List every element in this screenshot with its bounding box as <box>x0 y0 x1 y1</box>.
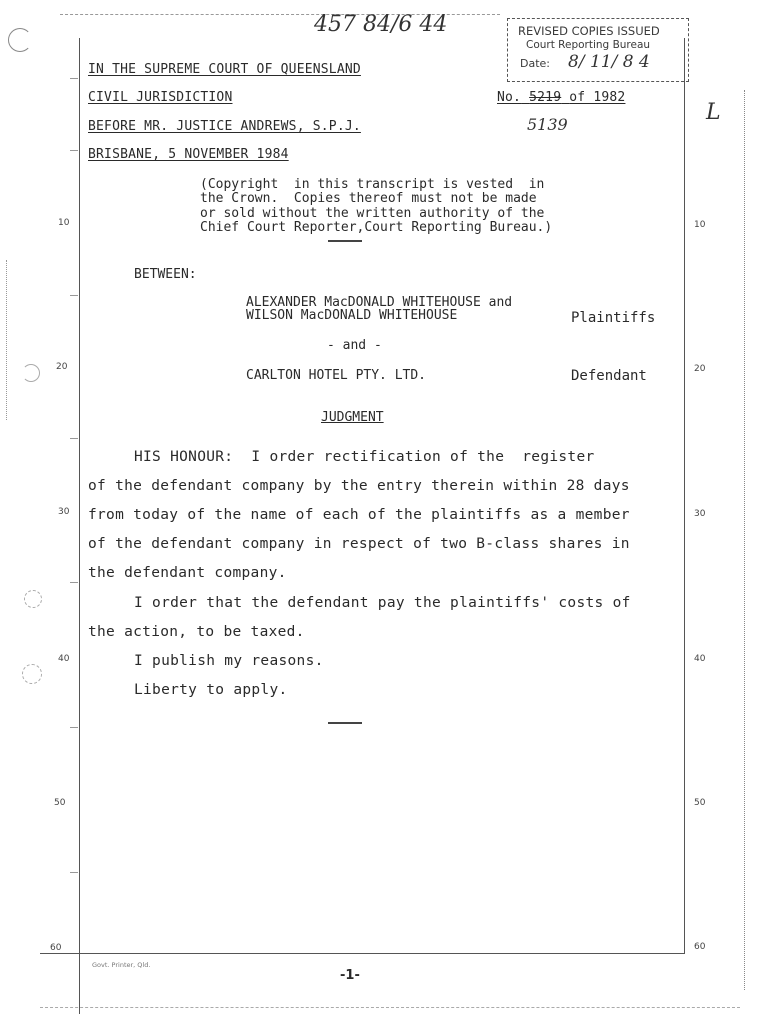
printer-credit: Govt. Printer, Qld. <box>92 961 151 969</box>
plaintiffs-label: Plaintiffs <box>571 310 656 326</box>
jurisdiction: CIVIL JURISDICTION <box>88 90 233 105</box>
case-number-year: of 1982 <box>569 90 626 105</box>
stamp-date-value: 8/ 11/ 8 4 <box>568 52 650 72</box>
judgment-line: of the defendant company by the entry therein within 28 days <box>88 478 630 494</box>
judgment-line: I publish my reasons. <box>134 653 324 669</box>
court-name: IN THE SUPREME COURT OF QUEENSLAND <box>88 62 361 77</box>
margin-tick <box>70 78 78 79</box>
right-margin-rule <box>684 38 685 954</box>
left-edge-dots <box>6 260 8 420</box>
plaintiff-name: WILSON MacDONALD WHITEHOUSE <box>246 308 458 323</box>
judgment-line: from today of the name of each of the plaintiffs as a member <box>88 507 630 523</box>
judgment-line: the defendant company. <box>88 565 287 581</box>
margin-number-left: 40 <box>58 654 70 664</box>
between-label: BETWEEN: <box>134 267 197 282</box>
case-number-struck: 5219 <box>529 90 562 105</box>
margin-number-left: 50 <box>54 798 66 808</box>
and-separator: - and - <box>327 338 382 353</box>
judgment-line: I order that the defendant pay the plaintiffs' costs of <box>134 595 631 611</box>
judgment-line: the action, to be taxed. <box>88 624 305 640</box>
margin-tick <box>70 150 78 151</box>
margin-tick <box>70 295 78 296</box>
margin-number-left: 30 <box>58 507 70 517</box>
copyright-line: Chief Court Reporter,Court Reporting Bureau.) <box>200 220 553 235</box>
bottom-dotted-edge <box>40 1007 740 1009</box>
margin-tick <box>70 872 78 873</box>
punch-hole-mark <box>22 664 42 684</box>
margin-number-right: 10 <box>694 220 706 230</box>
margin-number-left: 10 <box>58 218 70 228</box>
defendant-name: CARLTON HOTEL PTY. LTD. <box>246 368 427 383</box>
copyright-rule <box>328 240 362 242</box>
margin-number-right: 50 <box>694 798 706 808</box>
punch-hole-mark <box>8 28 32 52</box>
left-margin-rule <box>79 38 80 1014</box>
punch-hole-mark <box>22 364 40 382</box>
judgment-end-rule <box>328 722 362 724</box>
margin-number-left: 60 <box>50 943 62 953</box>
copyright-line: the Crown. Copies thereof must not be made <box>200 191 537 206</box>
defendant-label: Defendant <box>571 368 647 384</box>
margin-tick <box>70 582 78 583</box>
stamp-date-label: Date: <box>520 57 550 70</box>
place-and-date: BRISBANE, 5 NOVEMBER 1984 <box>88 147 289 162</box>
margin-tick <box>70 727 78 728</box>
handwritten-margin-mark: L <box>706 100 721 125</box>
margin-tick <box>70 438 78 439</box>
before-judge: BEFORE MR. JUSTICE ANDREWS, S.P.J. <box>88 119 361 134</box>
margin-number-left: 20 <box>56 362 68 372</box>
plaintiff-name: ALEXANDER MacDONALD WHITEHOUSE and <box>246 295 513 310</box>
bottom-rule <box>40 953 685 954</box>
handwritten-file-ref: 457 84/6 44 <box>314 12 448 37</box>
stamp-title: REVISED COPIES ISSUED <box>518 24 660 38</box>
copyright-line: or sold without the written authority of the <box>200 206 545 221</box>
judgment-heading: JUDGMENT <box>321 410 384 425</box>
copyright-line: (Copyright in this transcript is vested in <box>200 177 545 192</box>
punch-hole-mark <box>24 590 42 608</box>
case-number-prefix: No. <box>497 90 522 105</box>
margin-number-right: 60 <box>694 942 706 952</box>
judgment-line: Liberty to apply. <box>134 682 288 698</box>
judgment-line: HIS HONOUR: I order rectification of the register <box>134 449 595 465</box>
stamp-bureau: Court Reporting Bureau <box>526 39 651 51</box>
margin-number-right: 30 <box>694 509 706 519</box>
revised-copies-stamp <box>507 18 689 82</box>
right-edge-dots <box>744 90 746 990</box>
margin-number-right: 40 <box>694 654 706 664</box>
case-number <box>497 90 625 105</box>
page-number: -1- <box>340 968 360 983</box>
judgment-line: of the defendant company in respect of two B-class shares in <box>88 536 630 552</box>
handwritten-case-number: 5139 <box>527 115 568 134</box>
margin-number-right: 20 <box>694 364 706 374</box>
